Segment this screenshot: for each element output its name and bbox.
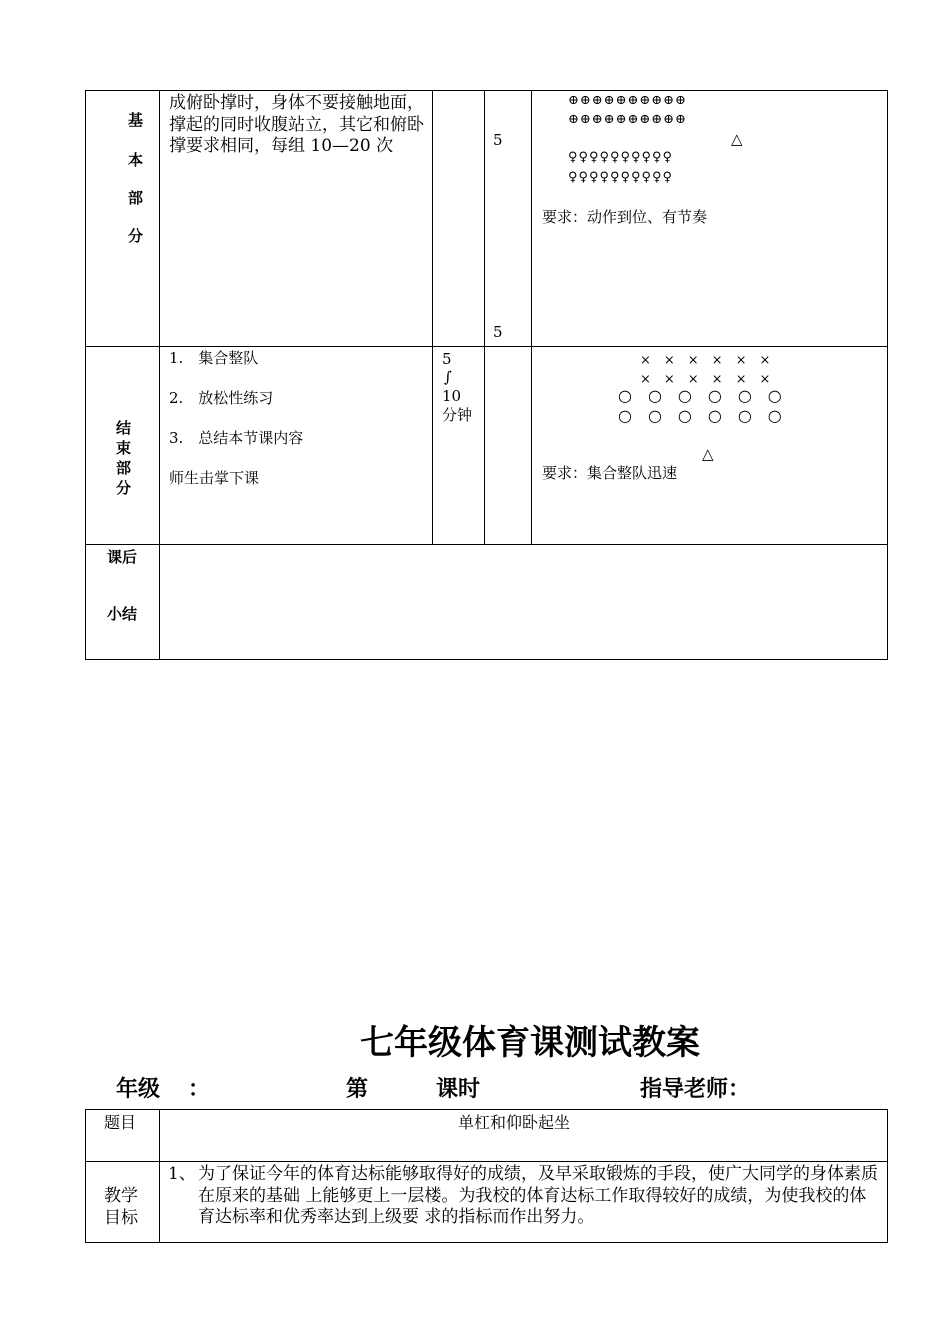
summary-label-line2: 小结 bbox=[107, 605, 138, 623]
grade-label: 年级 bbox=[116, 1077, 161, 1102]
ending-item: 师生击掌下课 bbox=[169, 469, 260, 487]
formation-row: × × × × × × bbox=[640, 372, 771, 387]
ending-item: 2. 放松性练习 bbox=[169, 389, 274, 407]
formation-row: ⊕⊕⊕⊕⊕⊕⊕⊕⊕⊕ bbox=[568, 93, 687, 108]
label-char: 结 bbox=[116, 419, 132, 437]
label-char: 部 bbox=[116, 459, 132, 477]
lesson-suffix: 课时 bbox=[436, 1077, 481, 1102]
formation-row: ○ ○ ○ ○ ○ ○ bbox=[618, 406, 782, 425]
formation-row: ♀♀♀♀♀♀♀♀♀♀ bbox=[568, 150, 674, 165]
label-char: 部 bbox=[128, 189, 144, 207]
page-title: 七年级体育课测试教案 bbox=[360, 1023, 700, 1063]
objective-label-line1: 教学 bbox=[104, 1186, 138, 1206]
ending-item: 3. 总结本节课内容 bbox=[169, 429, 304, 447]
objective-number: 1、 bbox=[168, 1164, 196, 1184]
basic-count-bottom: 5 bbox=[493, 323, 503, 341]
formation-row: ♀♀♀♀♀♀♀♀♀♀ bbox=[568, 170, 674, 185]
label-char: 本 bbox=[128, 151, 144, 169]
topic-label: 题目 bbox=[104, 1113, 137, 1132]
lesson-prefix: 第 bbox=[346, 1077, 369, 1102]
label-char: 基 bbox=[128, 111, 144, 129]
basic-count-top: 5 bbox=[493, 131, 503, 149]
grade-colon: ： bbox=[188, 1077, 211, 1102]
basic-content-text: 成俯卧撑时，身体不要接触地面，撑起的同时收腹站立，其它和俯卧撑要求相同，每组 10—20 次 bbox=[169, 93, 424, 156]
ending-item: 1. 集合整队 bbox=[169, 349, 259, 367]
teacher-triangle-icon: △ bbox=[731, 130, 743, 148]
formation-row: ⊕⊕⊕⊕⊕⊕⊕⊕⊕⊕ bbox=[568, 112, 687, 127]
label-char: 束 bbox=[116, 439, 132, 457]
teacher-label: 指导老师： bbox=[640, 1077, 751, 1102]
formation-row: × × × × × × bbox=[640, 353, 771, 368]
objective-text: 为了保证今年的体育达标能够取得好的成绩，及早采取锻炼的手段，使广大同学的身体素质在原来的基础 上能够更上一层楼。为我校的体育达标工作取得较好的成绩，为使我校的体育达标率和优秀率达到上级要 求的指标而作出努力。 bbox=[198, 1164, 878, 1227]
time-part: ∫ bbox=[444, 368, 452, 386]
time-part: 10 bbox=[442, 387, 462, 405]
topic-value: 单杠和仰卧起坐 bbox=[458, 1113, 571, 1132]
objective-label-line2: 目标 bbox=[104, 1208, 138, 1228]
basic-requirement: 要求：动作到位、有节奏 bbox=[542, 208, 708, 226]
time-part: 分钟 bbox=[442, 406, 473, 424]
time-part: 5 bbox=[442, 350, 452, 368]
ending-requirement: 要求：集合整队迅速 bbox=[542, 464, 678, 482]
summary-label-line1: 课后 bbox=[107, 548, 138, 566]
formation-row: ○ ○ ○ ○ ○ ○ bbox=[618, 386, 782, 405]
label-char: 分 bbox=[116, 479, 132, 497]
label-char: 分 bbox=[128, 227, 144, 245]
teacher-triangle-icon: △ bbox=[702, 445, 714, 463]
